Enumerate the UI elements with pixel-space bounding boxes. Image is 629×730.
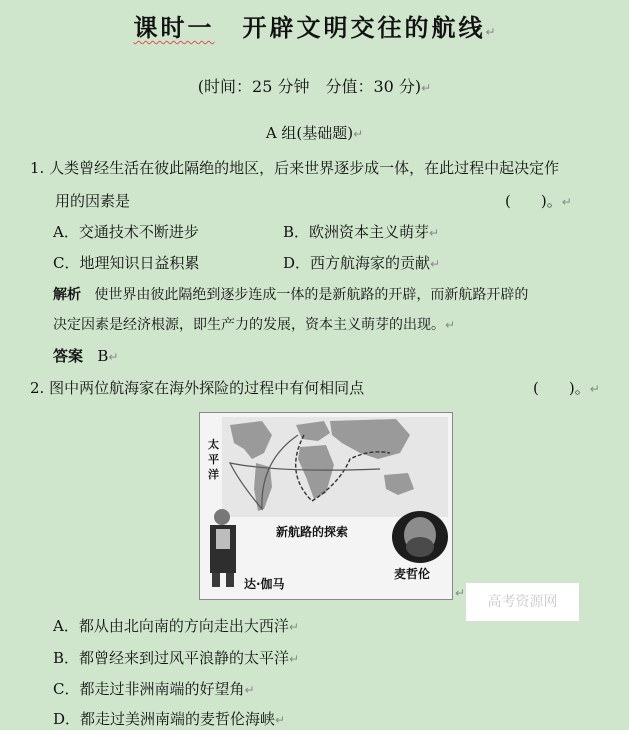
group-label	[0, 122, 629, 143]
q1-option-b	[283, 221, 439, 242]
q1-option-b-text: B．欧洲资本主义萌芽	[283, 223, 430, 241]
dagama-label: 达·伽马	[244, 577, 285, 591]
return-mark-icon: ↵	[455, 586, 466, 600]
return-mark-icon: ↵	[108, 350, 119, 364]
figure-center-label: 新航路的探索	[276, 525, 349, 539]
q1-analysis-line1	[53, 284, 528, 304]
return-mark-icon: ↵	[421, 81, 432, 95]
time-score-info	[0, 74, 629, 97]
return-mark-icon: ↵	[275, 713, 286, 727]
return-mark-icon: ↵	[445, 318, 456, 332]
lesson-title	[0, 8, 629, 43]
q2-option-a	[53, 615, 299, 636]
q2-option-a-text: A．都从由北向南的方向走出大西洋	[53, 617, 289, 635]
navigators-figure	[199, 412, 453, 600]
q2-stem: 2. 图中两位航海家在海外探险的过程中有何相同点	[30, 379, 365, 397]
q2-option-d-text: D．都走过美洲南端的麦哲伦海峡	[53, 710, 276, 728]
q1-answer-value: B	[97, 347, 109, 365]
return-mark-icon: ↵	[485, 25, 496, 39]
magellan-portrait	[392, 511, 448, 563]
q1-answer-label: 答案	[53, 347, 84, 365]
q2-option-b-text: B．都曾经来到过风平浪静的太平洋	[53, 649, 290, 667]
q1-analysis-line2	[53, 314, 455, 334]
q1-stem-line2: 用的因素是	[55, 192, 131, 210]
q1-analysis-text2: 决定因素是经济根源，即生产力的发展，资本主义萌芽的出现。	[53, 317, 445, 333]
return-mark-icon: ↵	[244, 683, 255, 697]
title-part2: 开辟文明交往的航线	[242, 13, 486, 42]
q1-option-d-text: D．西方航海家的贡献	[283, 254, 431, 272]
q1-stem-line1: 1. 人类曾经生活在彼此隔绝的地区，后来世界逐步成一体，在此过程中起决定作	[30, 159, 560, 177]
watermark-stamp: 高考资源网	[466, 583, 579, 621]
q2-paren-text: ( )。	[533, 379, 590, 397]
time-score-text: (时间：25 分钟 分值：30 分)	[197, 77, 422, 96]
q1-answer-paren	[505, 190, 572, 211]
q2-option-c-text: C．都走过非洲南端的好望角	[53, 680, 245, 698]
q1-option-a: A．交通技术不断进步	[53, 223, 199, 241]
return-mark-icon: ↵	[589, 382, 600, 396]
q1-analysis-text1: 使世界由彼此隔绝到逐步连成一体的是新航路的开辟，而新航路开辟的	[94, 287, 529, 303]
return-mark-icon: ↵	[288, 620, 299, 634]
q2-option-b	[53, 647, 299, 668]
magellan-label: 麦哲伦	[394, 567, 431, 581]
group-label-text: A 组(基础题)	[265, 124, 354, 142]
q1-option-d	[283, 252, 440, 273]
return-mark-icon: ↵	[561, 195, 572, 209]
title-part1: 课时一	[133, 13, 215, 42]
q1-option-c: C．地理知识日益积累	[53, 254, 200, 272]
q2-option-d	[53, 708, 285, 729]
q1-paren-text: ( )。	[505, 192, 562, 210]
return-mark-icon: ↵	[429, 226, 440, 240]
q1-answer	[53, 345, 118, 366]
pacific-ocean-label: 太平洋	[208, 438, 219, 481]
return-mark-icon: ↵	[430, 257, 441, 271]
return-mark-icon: ↵	[289, 652, 300, 666]
q2-answer-paren	[533, 377, 600, 398]
return-mark-icon: ↵	[353, 127, 364, 141]
q2-option-c	[53, 678, 255, 699]
q1-analysis-label: 解析	[53, 287, 81, 303]
